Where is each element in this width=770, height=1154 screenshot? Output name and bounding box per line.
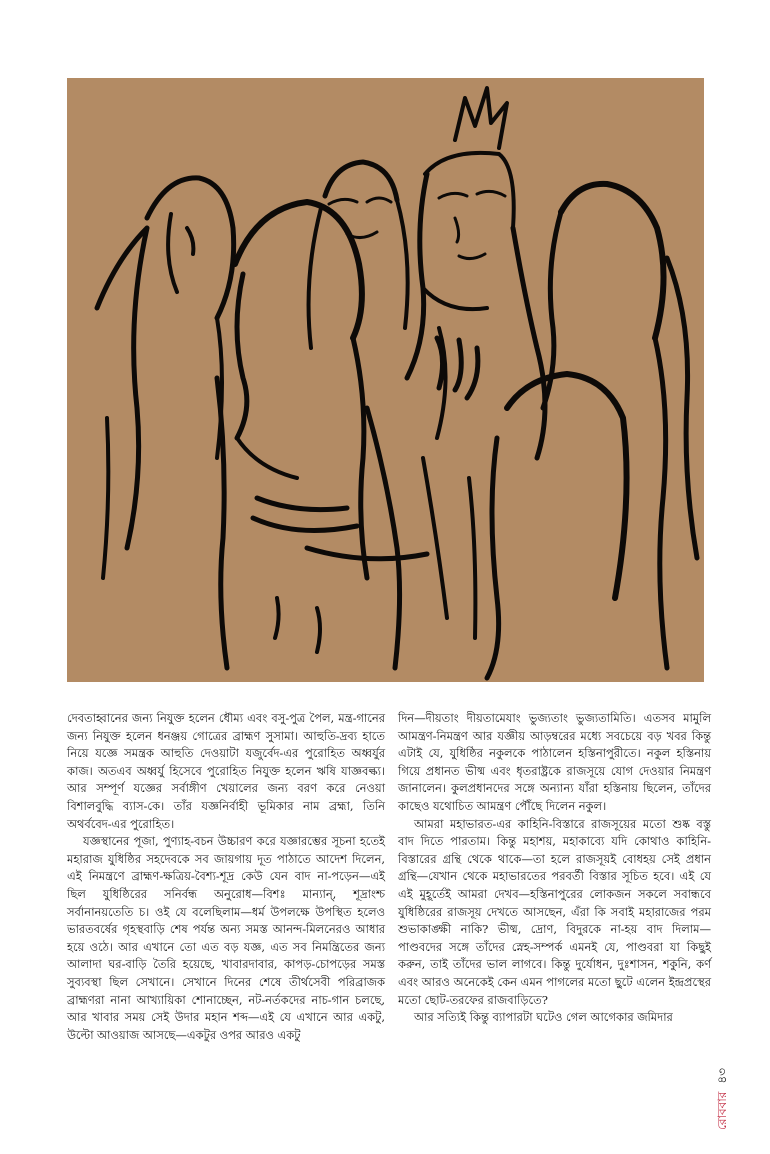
article-column-left	[67, 710, 385, 1044]
brush-sketch-figures	[67, 78, 704, 682]
article-column-right	[398, 710, 711, 1027]
magazine-name: রোববার	[715, 1091, 729, 1130]
paragraph: আমরা মহাভারত-এর কাহিনি-বিস্তারে রাজসূয়ের মতো শুষ্ক বস্তু বাদ দিতে পারতাম। কিন্তু মহাশয়, মহাকাব্যে যদি কোথাও কাহিনি-বিস্তারের গ্রন্থি থেকে থাকে—তা হলে রাজসূয়ই বোধহয় সেই প্রধান গ্রন্থি—যেখান থেকে মহাভারতের পরবর্তী বিস্তার সূচিত হবে। এই যে এই মুহূর্তেই আমরা দেখব—হস্তিনাপুরের লোকজন সকলে সবান্ধবে যুধিষ্ঠিরের রাজসূয় দেখতে আসছেন, এঁরা কি সবাই মহারাজের পরম শুভাকাঙ্ক্ষী নাকি? ভীষ্ম, দ্রোণ, বিদুরকে না-হয় বাদ দিলাম—পাণ্ডবদের সঙ্গে তাঁদের স্নেহ-সম্পর্ক এমনই যে, পাণ্ডবরা যা কিছুই করুন, তাই তাঁদের ভাল লাগবে। কিন্তু দুর্যোধন, দুঃশাসন, শকুনি, কর্ণ এবং আরও অনেকেই কেন এমন পাগলের মতো ছুটে এলেন ইন্দ্রপ্রস্থের মতো ছোট-তরফের রাজবাড়িতে?	[398, 816, 711, 1007]
paragraph: আর সত্যিই কিন্তু ব্যাপারটা ঘটেও গেল আগেকার জমিদার	[414, 1010, 673, 1025]
page-number: ৪৩	[715, 1068, 729, 1084]
paragraph: দিন—দীয়তাং দীয়তামেযাং ভুজ্যতাং ভুজ্যতামিতি। এতসব মামুলি আমন্ত্রণ-নিমন্ত্রণ আর যজ্ঞীয় আড়ম্বরের মধ্যে সবচেয়ে বড় খবর কিন্তু এটাই যে, যুধিষ্ঠির নকুলকে পাঠালেন হস্তিনাপুরীতে। নকুল হস্তিনায় গিয়ে প্রধানত ভীষ্ম এবং ধৃতরাষ্ট্রকে রাজসূয়ে যোগ দেওয়ার নিমন্ত্রণ জানালেন। কুলপ্রধানদের সঙ্গে অন্যান্য যাঁরা হস্তিনায় ছিলেন, তাঁদের কাছেও যথোচিত আমন্ত্রণ পৌঁছে দিলেন নকুল।	[398, 711, 711, 813]
illustration	[67, 78, 704, 682]
page-footer	[712, 1010, 732, 1130]
paragraph: যজ্ঞস্থানের পূজা, পুণ্যাহ-বচন উচ্চারণ করে যজ্ঞারম্ভের সূচনা হতেই মহারাজ যুধিষ্ঠির সহদেবকে সব জায়গায় দূত পাঠাতে আদেশ দিলেন, এই নিমন্ত্রণে ব্রাহ্মণ-ক্ষত্রিয়-বৈশ্য-শূদ্র কেউ যেন বাদ না-পড়েন—এই ছিল যুধিষ্ঠিরের সনির্বন্ধ অনুরোধ—বিশঃ মান্যান্, শূদ্রাংশ্চ সর্বানানয়তেতি চ। ওই যে বলেছিলাম—ধর্ম উপলক্ষে উপস্থিত হলেও ভারতবর্ষের গৃহস্থবাড়ি শেষ পর্যন্ত অন্য সমস্ত আনন্দ-মিলনেরও আধার হয়ে ওঠে। আর এখানে তো এত বড় যজ্ঞ, এত সব নিমন্ত্রিতের জন্য আলাদা ঘর-বাড়ি তৈরি হয়েছে, খাবারদাবার, কাপড়-চোপড়ের সমস্ত সুব্যবস্থা ছিল সেখানে। সেখানে দিনের শেষে তীর্থসেবী পরিব্রাজক ব্রাহ্মণরা নানা আখ্যায়িকা শোনাচ্ছেন, নট-নর্তকদের নাচ-গান চলছে, আর খাবার সময় সেই উদার মহান শব্দ—এই যে এখানে আর একটু, উল্টো আওয়াজ আসছে—একটুর ওপর আরও একটু	[67, 834, 385, 1042]
paragraph: দেবতাহ্বানের জন্য নিযুক্ত হলেন ধৌম্য এবং বসু-পুত্র পৈল, মন্ত্র-গানের জন্য নিযুক্ত হলেন ধনঞ্জয় গোত্রের ব্রাহ্মণ সুসামা। আহুতি-দ্রব্য হাতে নিয়ে যজ্ঞে সমন্ত্রক আহুতি দেওয়াটা যজুর্বেদ-এর পুরোহিত অধ্বর্যুর কাজ। অতএব অধ্বর্যু হিসেবে পুরোহিত নিযুক্ত হলেন ঋষি যাজ্ঞবল্ক্য। আর সম্পূর্ণ যজ্ঞের সর্বাঙ্গীণ খেয়ালের জন্য বরণ করে নেওয়া বিশালবুদ্ধি ব্যাস-কে। তাঁর যজ্ঞনির্বাহী ভূমিকার নাম ব্রহ্মা, তিনি অথর্ববেদ-এর পুরোহিত।	[67, 711, 385, 831]
